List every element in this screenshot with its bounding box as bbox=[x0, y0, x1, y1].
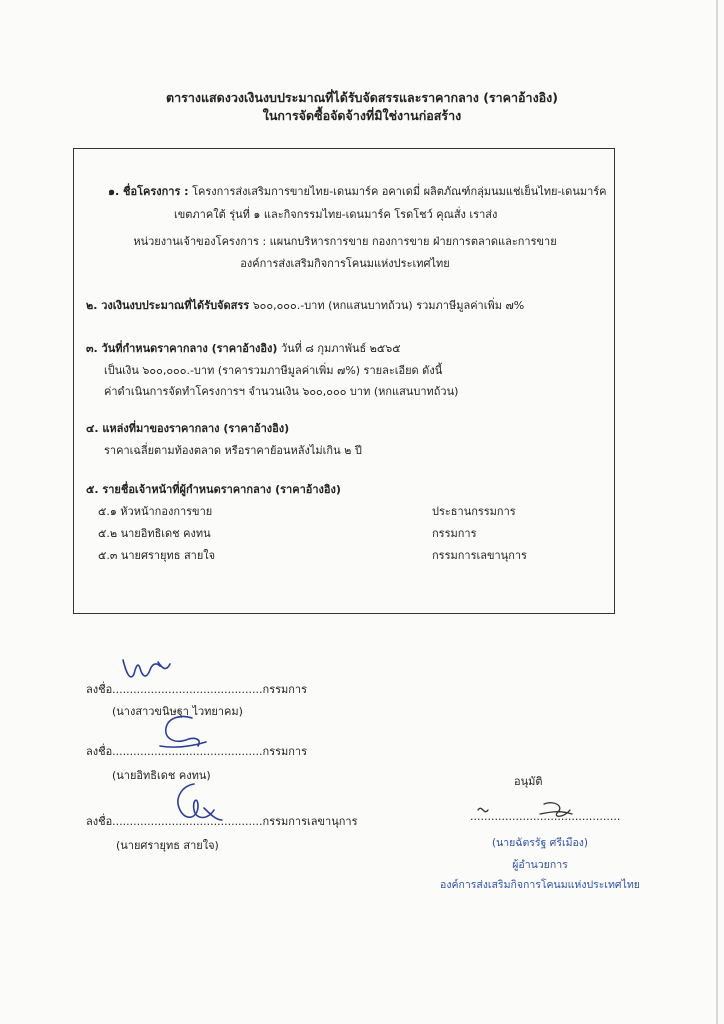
member-name: ๕.๓ นายศรายุทธ สายใจ bbox=[98, 549, 216, 562]
section4-text: ราคาเฉลี่ยตามท้องตลาด หรือราคาย้อนหลังไม่เกิน ๒ ปี bbox=[104, 444, 362, 457]
section3-line2: เป็นเงิน ๖๐๐,๐๐๐.-บาท (ราคารวมภาษีมูลค่าเพิ่ม ๗%) รายละเอียด ดังนี้ bbox=[104, 364, 443, 377]
section1-label: ๑. ชื่อโครงการ : bbox=[108, 185, 189, 198]
doc-title-line2: ในการจัดซื้อจัดจ้างที่มิใช่งานก่อสร้าง bbox=[262, 108, 462, 123]
signature-name-3: (นายศรายุทธ สายใจ) bbox=[116, 839, 219, 852]
member-name: ๕.๑ หัวหน้ากองการขาย bbox=[98, 505, 213, 518]
section2-text: ๖๐๐,๐๐๐.-บาท (หกแสนบาทถ้วน) รวมภาษีมูลค่าเพิ่ม ๗% bbox=[252, 299, 525, 312]
section3-date: วันที่ ๘ กุมภาพันธ์ ๒๕๖๕ bbox=[280, 342, 401, 355]
signature-line-1: ลงชื่อ...........................................กรรมการ bbox=[86, 683, 308, 696]
member-name: ๕.๒ นายอิทธิเดช คงทน bbox=[98, 527, 211, 540]
approval-label: อนุมัติ bbox=[514, 775, 543, 788]
signature-name-1: (นางสาวขนิษฐา ไวทยาคม) bbox=[112, 705, 243, 718]
section1-owner-line1: หน่วยงานเจ้าของโครงการ : แผนกบริหารการขาย กองการขาย ฝ่ายการตลาดและการขาย bbox=[133, 235, 557, 248]
member-role: กรรมการเลขานุการ bbox=[432, 549, 527, 562]
approver-name-stamp: (นายฉัตรรัฐ ศรีเมือง) bbox=[491, 837, 589, 849]
member-role: ประธานกรรมการ bbox=[432, 505, 516, 518]
signature-line-2: ลงชื่อ...........................................กรรมการ bbox=[86, 745, 308, 758]
section1-line1 bbox=[108, 182, 607, 200]
approver-org-stamp: องค์การส่งเสริมกิจการโคนมแห่งประเทศไทย bbox=[440, 879, 640, 891]
section3-line3: ค่าดำเนินการจัดทำโครงการฯ จำนวนเงิน ๖๐๐,๐๐๐ บาท (หกแสนบาทถ้วน) bbox=[104, 385, 459, 398]
section1-project-line1: โครงการส่งเสริมการขายไทย-เดนมาร์ค อคาเดมี่ ผลิตภัณฑ์กลุ่มนมแช่เย็นไทย-เดนมาร์ค bbox=[192, 185, 607, 198]
section5-label: ๕. รายชื่อเจ้าหน้าที่ผู้กำหนดราคากลาง (ราคาอ้างอิง) bbox=[86, 483, 341, 496]
approver-title-stamp: ผู้อำนวยการ bbox=[512, 859, 568, 871]
member-role: กรรมการ bbox=[432, 527, 477, 540]
scan-edge bbox=[716, 0, 718, 1024]
section3-line1 bbox=[86, 339, 401, 357]
section1-owner-line2: องค์การส่งเสริมกิจการโคนมแห่งประเทศไทย bbox=[240, 257, 450, 270]
approval-dots: ........................................... bbox=[470, 810, 621, 823]
section2-label: ๒. วงเงินงบประมาณที่ได้รับจัดสรร bbox=[86, 299, 250, 312]
signature-line-3: ลงชื่อ...........................................กรรมการเลขานุการ bbox=[86, 815, 358, 828]
signature-name-2: (นายอิทธิเดช คงทน) bbox=[112, 769, 211, 782]
section3-label: ๓. วันที่กำหนดราคากลาง (ราคาอ้างอิง) bbox=[86, 342, 278, 355]
section4-label: ๔. แหล่งที่มาของราคากลาง (ราคาอ้างอิง) bbox=[86, 422, 290, 435]
section2-line bbox=[86, 296, 524, 314]
section1-project-line2: เขตภาคใต้ รุ่นที่ ๑ และกิจกรรมไทย-เดนมาร์ค โรดโชว์ คุณสั่ง เราส่ง bbox=[174, 208, 498, 221]
doc-title-line1: ตารางแสดงวงเงินงบประมาณที่ได้รับจัดสรรและราคากลาง (ราคาอ้างอิง) bbox=[166, 90, 558, 105]
